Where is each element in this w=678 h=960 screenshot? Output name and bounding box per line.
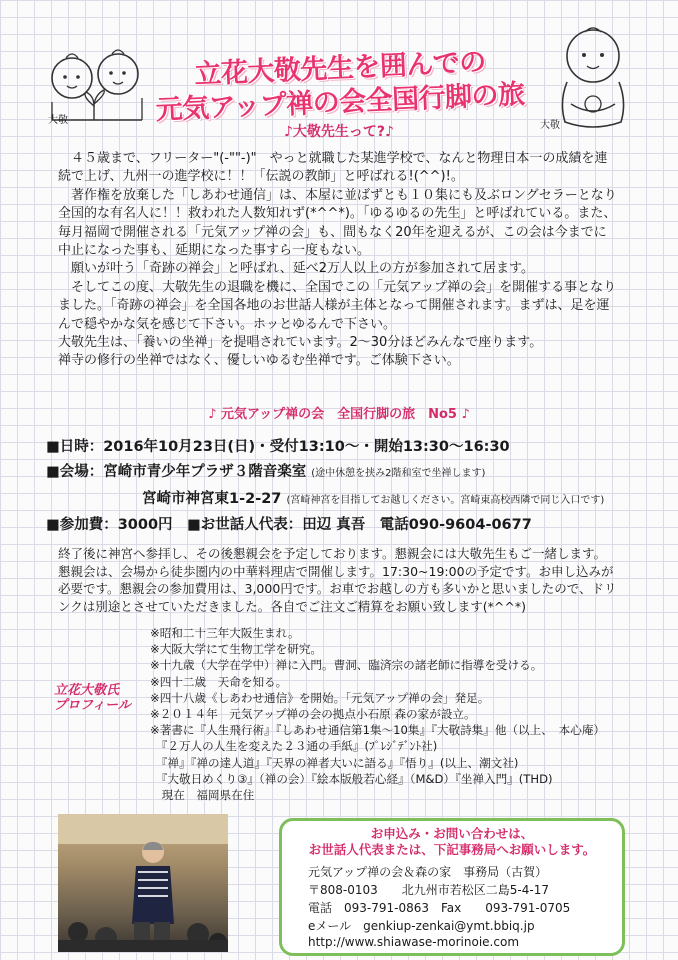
profile-item: 現在 福岡県在住: [150, 788, 255, 803]
profile-item: 『禅』『禅の達人道』『天界の禅者大いに語る』『悟り』(以上、潮文社): [150, 755, 519, 770]
contact-heading-line2: お世話人代表または、下記事務局へお願いします。: [308, 842, 596, 857]
intro-paragraph: 大敬先生は、「養いの坐禅」を提唱されています。2～30分ほどみんなで座ります。: [58, 335, 543, 351]
contact-heading-line1: お申込み・お問い合わせは、: [370, 826, 534, 841]
left-illustration-label: 大敬: [48, 115, 68, 126]
event-venue-row: [46, 460, 485, 481]
event-datetime: ■日時：2016年10月23日(日)・受付13:10～・開始13:30～16:30: [46, 439, 510, 455]
after-party-line: 終了後に神宮へ参拝し、その後懇親会を予定しております。懇親会には大敬先生もご一緒します。: [58, 546, 607, 561]
right-illustration-label: 大敬: [540, 120, 560, 131]
contact-org: 元気アップ禅の会＆森の家 事務局（古賀）: [308, 865, 548, 879]
profile-item: ※十九歳（大学在学中）禅に入門。曹洞、臨済宗の諸老師に指導を受ける。: [150, 658, 543, 673]
event-address-row: [142, 487, 604, 508]
event-heading: ♪ 元気アップ禅の会 全国行脚の旅 No5 ♪: [208, 407, 470, 422]
profile-item: ※四十二歳 天命を知る。: [150, 674, 288, 689]
page-title-line1: 立花大敬先生を囲んでの: [193, 46, 487, 91]
event-address: 宮崎市神宮東1-2-27: [142, 491, 282, 507]
profile-list: [150, 625, 620, 803]
event-venue: ■会場：宮崎市青少年プラザ３階音楽室: [46, 464, 307, 480]
profile-item: ※昭和二十三年大阪生まれ。: [150, 626, 300, 640]
profile-item: ※大阪大学にて生物工学を研究。: [150, 642, 323, 657]
intro-paragraph: 禅寺の修行の坐禅ではなく、優しいゆるむ坐禅です。ご体験下さい。: [58, 353, 460, 369]
profile-item: ※２０１４年 元気アップ禅の会の拠点小石原 森の家が設立。: [150, 707, 476, 722]
intro-paragraph: 願いが叶う「奇跡の禅会」と呼ばれ、延べ2万人以上の方が参加されて居ます。: [71, 261, 535, 277]
intro-body: [58, 150, 618, 371]
contact-heading: [279, 826, 625, 858]
speaker-photo-drawing: [58, 814, 228, 952]
profile-item: ※著書に『人生飛行術』『しあわせ通信第1集～10集』『大敬詩集』他（以上、 本心庵）: [150, 723, 606, 738]
after-party-line: 懇親会は、会場から徒歩圏内の中華料理店で開催します。17:30~19:00の予定です。お申し込みが必要です。懇親会の参加費用は、3,000円です。お車でお越しの方も多いかと思いましたので、ドリンクは別途とさせていただきました。各自でご注文ご精算をお願い致します(*^^*): [58, 563, 617, 614]
profile-item: 『２万人の人生を変えた２３通の手紙』(ﾌﾟﾚｼﾞﾃﾞﾝﾄ社): [150, 739, 438, 754]
contact-phone: 電話 093-791-0863 Fax 093-791-0705: [308, 901, 571, 915]
after-party-info: [58, 545, 618, 615]
intro-heading: ♪大敬先生って?♪: [284, 124, 394, 140]
intro-paragraph: そしてこの度、大敬先生の退職を機に、全国でこの「元気アップ禅の会」を開催する事となりました。「奇跡の禅会」を全国各地のお世話人様が主体となって開催されます。まずは、足を運んで穏やかな気を感じて下さい。ホッとゆるんで下さい。: [58, 279, 617, 332]
contact-website-link[interactable]: http://www.shiawase-morinoie.com: [308, 935, 520, 949]
profile-label: [54, 683, 144, 713]
event-venue-note: (途中休憩を挟み2階和室で坐禅します): [311, 468, 486, 479]
event-address-note: (宮崎神宮を目指してお越しください。宮崎東高校西隣で同じ入口です): [286, 495, 605, 506]
event-fee: ■参加費：3000円 ■お世話人代表：田辺 真吾 電話090-9604-0677: [46, 517, 532, 533]
profile-item: ※四十八歳《しあわせ通信》を開始。「元気アップ禅の会」発足。: [150, 690, 490, 705]
intro-paragraph: 著作権を放棄した「しあわせ通信」は、本屋に並ばずとも１０集にも及ぶロングセラーとなり全国的な有名人に！！救われた人数知れず(*^^*)。「ゆるゆるの先生」と呼ばれている。また、毎月福岡で開催される「元気アップ禅の会」も、間もなく20年を迎えるが、この会は今までに中止になった事も、延期になった事すら一度もない。: [58, 187, 617, 259]
profile-item: 『大敬日めくり③』（禅の会）『絵本版般若心経』（M&D）『坐禅入門』(THD): [150, 771, 553, 786]
page-title-line2: 元気アップ禅の会全国行脚の旅: [155, 78, 526, 127]
contact-address: 〒808-0103 北九州市若松区二島5-4-17: [308, 883, 549, 897]
profile-label-title: プロフィール: [54, 698, 131, 713]
profile-label-name: 立花大敬氏: [54, 683, 120, 698]
intro-paragraph: ４５歳まで、フリーター"(-""-)" やっと就職した某進学校で、なんと物理日本一の成績を連続で上げ、九州一の進学校に！！「伝説の教師」と呼ばれる!(^^)!。: [58, 151, 608, 185]
speaker-photo: [58, 814, 228, 952]
contact-email[interactable]: eメール genkiup-zenkai@ymt.bbiq.jp: [308, 919, 535, 933]
